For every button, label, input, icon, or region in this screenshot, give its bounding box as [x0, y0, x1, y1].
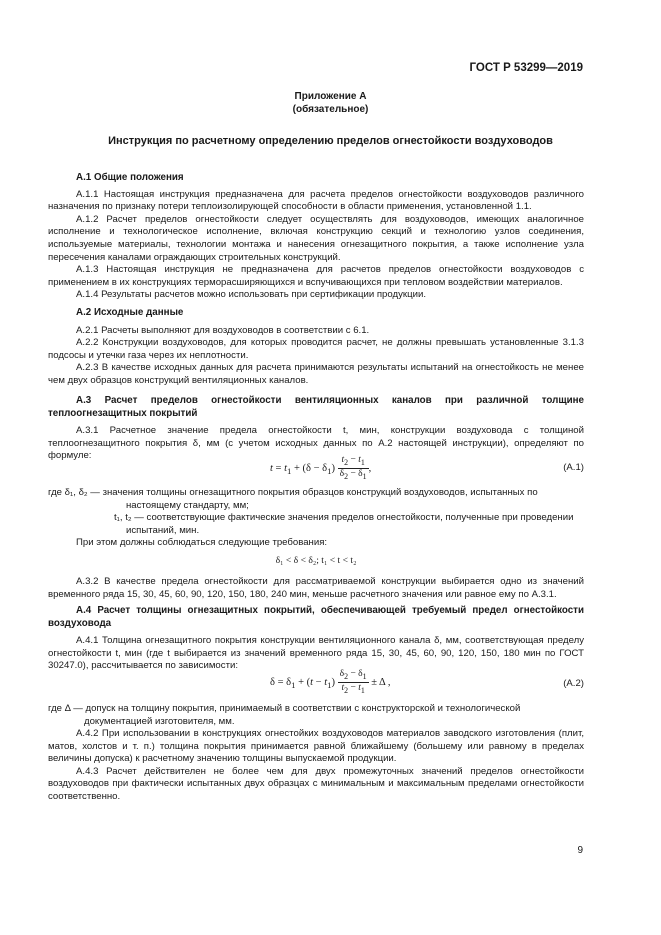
paragraph: А.1.3 Настоящая инструкция не предназначена для расчетов пределов огнестойкости воздуховодов с применением в их конструкциях терморасширяющихся и вспучивающихся при тепловом воздействии материалов. [48, 264, 584, 288]
paragraph: А.4.1 Толщина огнезащитного покрытия конструкции вентиляционного канала δ, мм, соответствующая пределу огнестойкости t, мин (где t выбирается из значений временного ряда 15, 30, 45, 60, 90, 120, 150, 180 мин по ГОСТ 30247.0), рассчитывается по зависимости: [48, 635, 584, 672]
formula-a2: $\delta = \delta_1 + (t - t_1)$ $\frac{\delta_2 - \delta_1}{t_2 - t_1}$ ± Δ , [270, 669, 391, 695]
paragraph: А.2.3 В качестве исходных данных для расчета принимаются результаты испытаний на огнестойкость не менее чем двух образцов конструкций вентиляционных каналов. [48, 362, 584, 386]
paragraph: А.3.1 Расчетное значение предела огнестойкости t, мин, конструкции воздуховода с толщиной теплоогнезащитного покрытия δ, мм (с учетом исходных данных по А.2 настоящей инструкции), определяют по формуле: [48, 425, 584, 462]
section-heading: А.2 Исходные данные [76, 307, 184, 318]
condition-formula: δ₁ < δ < δ₂; t₁ < t < t₂ [275, 554, 357, 566]
paragraph: А.1.1 Настоящая инструкция предназначена для расчета пределов огнестойкости воздуховодов различного назначения по признаку потери теплоизолирующей способности в области применения, установленной 1.1. [48, 188, 584, 213]
paragraph: При этом должны соблюдаться следующие требования: [76, 537, 328, 549]
section-a4-cont [48, 728, 584, 804]
section-a2 [48, 307, 584, 388]
paragraph: А.1.4 Результаты расчетов можно использовать при сертификации продукции. [76, 289, 426, 301]
page-number: 9 [577, 845, 583, 856]
document-title: Инструкция по расчетному определению пределов огнестойкости воздуховодов [108, 135, 553, 147]
section-a1 [48, 172, 584, 302]
paragraph: А.2.2 Конструкции воздуховодов, для которых проводится расчет, не должны превышать установленные 3.1.3 подсосы и утечки газа через их неплотности. [48, 337, 584, 361]
standard-code: ГОСТ Р 53299—2019 [469, 62, 583, 74]
formula-legend [48, 703, 584, 728]
appendix-label: Приложение А [294, 91, 367, 102]
paragraph: А.2.1 Расчеты выполняют для воздуховодов в соответствии с 6.1. [76, 324, 370, 336]
equation-number: (А.2) [563, 678, 584, 689]
paragraph: А.1.2 Расчет пределов огнестойкости следует осуществлять для воздуховодов, имеющих аналогичное исполнение и технологическое исполнение, включая конструкцию секций и технологию узлов соединения, используемые материалы, технологии монтажа и нанесения огнезащитного покрытия, а также исполнение узла пересечения каналами ограждающих строительных конструкций. [48, 213, 584, 263]
legend-item: t₁, t₂ — соответствующие фактические значения пределов огнестойкости, полученные при проведении испытаний, мин. [114, 512, 574, 536]
appendix-heading [0, 90, 661, 116]
section-heading: А.4 Расчет толщины огнезащитных покрытий, обеспечивающей требуемый предел огнестойкости воздуховода [48, 605, 584, 629]
formula-legend [48, 487, 584, 568]
section-a3-cont [48, 576, 584, 601]
section-heading: А.1 Общие положения [76, 172, 184, 183]
section-a3 [48, 395, 584, 463]
legend-item: где Δ — допуск на толщину покрытия, принимаемый в соответствии с конструкторской и технологической документацией изготовителя, мм. [48, 703, 521, 727]
appendix-status: (обязательное) [292, 104, 369, 115]
formula-a1: $t = t_1 + (\delta - \delta_1)$ $\frac{t_2 - t_1}{\delta_2 - \delta_1}$ , [270, 455, 372, 481]
paragraph: А.4.3 Расчет действителен не более чем для двух промежуточных значений пределов огнестойкости воздуховодов при фактически испытанных двух образцах с минимальным и максимальным пределами огнестойкости соответственно. [48, 765, 584, 802]
section-a4 [48, 605, 584, 673]
legend-item: где δ₁, δ₂ — значения толщины огнезащитного покрытия образцов конструкций воздуховодов, испытанных по настоящему стандарту, мм; [48, 487, 538, 511]
section-heading: А.3 Расчет пределов огнестойкости вентиляционных каналов при различной толщине теплоогнезащитных покрытий [48, 395, 584, 419]
equation-number: (А.1) [563, 462, 584, 473]
paragraph: А.4.2 При использовании в конструкциях огнестойких воздуховодов материалов заводского изготовления (плит, матов, холстов и т. п.) толщина покрытия принимается равной ближайшему (большему или равному в пределах величины допуска) к расчетному значению толщины выпускаемой продукции. [48, 728, 584, 765]
paragraph: А.3.2 В качестве предела огнестойкости для рассматриваемой конструкции выбирается одно из значений временного ряда 15, 30, 45, 60, 90, 120, 150, 180, 240 мин, меньше расчетного значения или равное ему по А.3.1. [48, 576, 584, 600]
